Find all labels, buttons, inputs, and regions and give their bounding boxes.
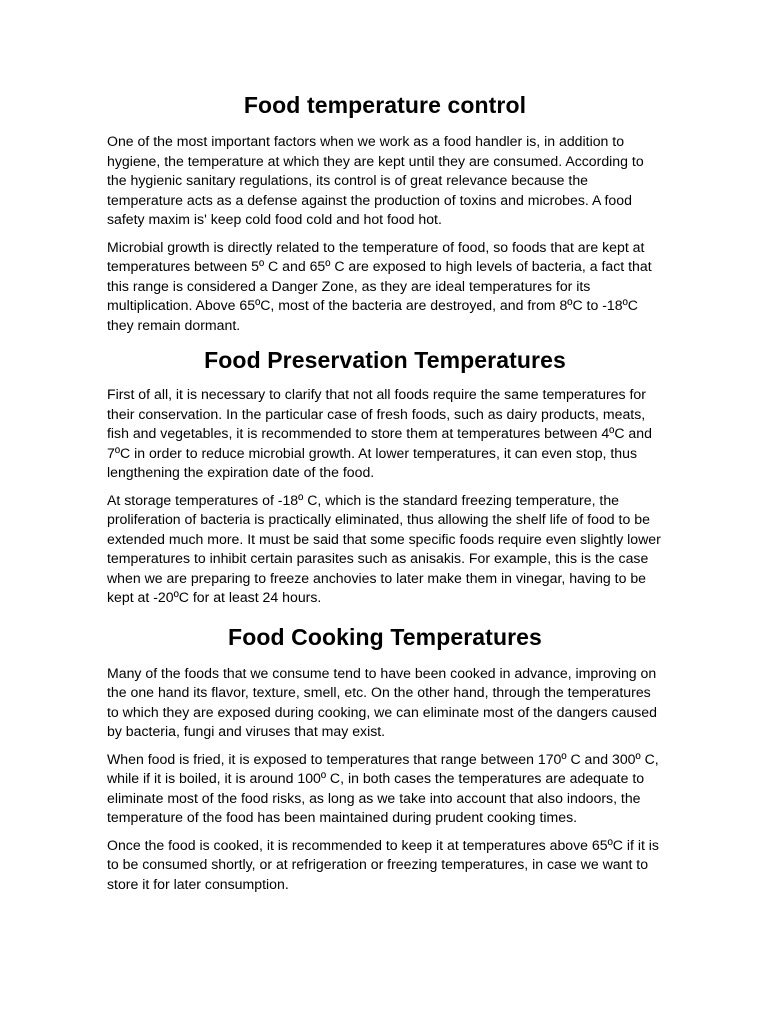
paragraph: Many of the foods that we consume tend to have been cooked in advance, improving on the one hand its flavor, texture, smell, etc. On the other hand, through the temperatures to which they are exposed during cooking, we can eliminate most of the dangers caused by bacteria, fungi and viruses that may exist. <box>107 664 657 739</box>
document-page <box>107 88 663 894</box>
section-title: Food temperature control <box>243 92 527 118</box>
section-cooking-temperatures <box>107 620 663 895</box>
paragraph: Microbial growth is directly related to the temperature of food, so foods that are kept at temperatures between 5º C and 65º C are exposed to high levels of bacteria, a fact that this range is considered a Danger Zone, as they are ideal temperatures for its multiplication. Above 65ºC, most of the bacteria are destroyed, and from 8ºC to -18ºC they remain dormant. <box>107 238 652 333</box>
paragraph: One of the most important factors when we work as a food handler is, in addition to hygiene, the temperature at which they are kept until they are consumed. According to the hygienic sanitary regulations, its control is of great relevance because the temperature acts as a defense against the production of toxins and microbes. A food safety maxim is' keep cold food cold and hot food hot. <box>107 133 644 227</box>
paragraph: First of all, it is necessary to clarify that not all foods require the same temperatures for their conservation. In the particular case of fresh foods, such as dairy products, meats, fish and vegetables, it is recommended to store them at temperatures between 4ºC and 7ºC in order to reduce microbial growth. At lower temperatures, it can even stop, thus lengthening the expiration date of the food. <box>107 386 652 480</box>
section-title: Food Cooking Temperatures <box>228 623 542 650</box>
section-preservation-temperatures <box>107 343 663 608</box>
paragraph: At storage temperatures of -18º C, which is the standard freezing temperature, the proliferation of bacteria is practically eliminated, thus allowing the shelf life of food to be extended much more. It must be said that some specific foods require even slightly lower temperatures to inhibit certain parasites such as anisakis. For example, this is the case when we are preparing to freeze anchovies to later make them in vinegar, having to be kept at -20ºC for at least 24 hours. <box>107 491 661 605</box>
paragraph: When food is fried, it is exposed to temperatures that range between 170º C and 300º C, while if it is boiled, it is around 100º C, in both cases the temperatures are adequate to eliminate most of the food risks, as long as we take into account that also indoors, the temperature of the food has been maintained during prudent cooking times. <box>107 750 659 825</box>
section-title: Food Preservation Temperatures <box>204 347 566 373</box>
paragraph: Once the food is cooked, it is recommended to keep it at temperatures above 65ºC if it is to be consumed shortly, or at refrigeration or freezing temperatures, in case we want to store it for later consumption. <box>107 836 659 892</box>
section-temperature-control <box>107 88 663 335</box>
